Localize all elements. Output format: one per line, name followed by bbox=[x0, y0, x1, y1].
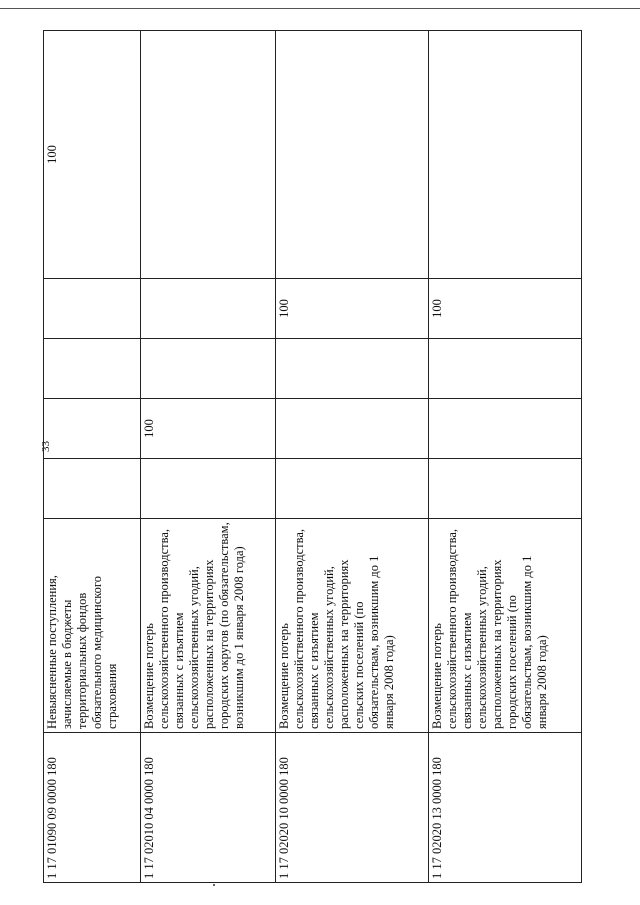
value-cell bbox=[275, 459, 428, 519]
table-row bbox=[44, 31, 141, 883]
revenue-code-cell: 1 17 02020 13 0000 180 bbox=[428, 733, 581, 883]
value-cell bbox=[275, 339, 428, 399]
revenue-codes-table bbox=[43, 30, 582, 883]
table-row bbox=[428, 31, 581, 883]
revenue-code-cell: 1 17 02020 10 0000 180 bbox=[275, 733, 428, 883]
value-cell bbox=[141, 31, 276, 279]
value-cell: 100 bbox=[141, 399, 276, 459]
description-cell: Возмещение потерь сельскохозяйственного производства, связанных с изъятием сельскохозяйственных угодий, расположенных на территориях городских поселений (по обязательствам, возникшим до 1 января 2008 года) bbox=[428, 519, 581, 733]
revenue-code-cell: 1 17 01090 09 0000 180 bbox=[44, 733, 141, 883]
value-cell: 100 bbox=[44, 31, 141, 279]
value-cell bbox=[44, 459, 141, 519]
table-row bbox=[141, 31, 276, 883]
rotated-table-container bbox=[43, 31, 582, 883]
value-cell bbox=[44, 279, 141, 339]
top-rule bbox=[0, 8, 640, 9]
value-cell: 100 bbox=[428, 279, 581, 339]
value-cell bbox=[141, 339, 276, 399]
value-cell bbox=[428, 339, 581, 399]
value-cell bbox=[428, 31, 581, 279]
description-cell: Возмещение потерь сельскохозяйственного производства, связанных с изъятием сельскохозяйственных угодий, расположенных на территориях сельских поселений (по обязательствам, возникшим до 1 января 2008 года) bbox=[275, 519, 428, 733]
description-cell: Невыясненные поступления, зачисляемые в бюджеты территориальных фондов обязательного медицинского страхования bbox=[44, 519, 141, 733]
value-cell bbox=[275, 31, 428, 279]
value-cell bbox=[428, 399, 581, 459]
value-cell bbox=[44, 399, 141, 459]
value-cell bbox=[275, 399, 428, 459]
value-cell bbox=[44, 339, 141, 399]
scan-speck bbox=[213, 884, 215, 886]
value-cell: 100 bbox=[275, 279, 428, 339]
table-row bbox=[275, 31, 428, 883]
description-cell: Возмещение потерь сельскохозяйственного производства, связанных с изъятием сельскохозяйственных угодий, расположенных на территориях городских округов (по обязательствам, возникшим до 1 января 2008 года) bbox=[141, 519, 276, 733]
value-cell bbox=[141, 279, 276, 339]
value-cell bbox=[141, 459, 276, 519]
revenue-code-cell: 1 17 02010 04 0000 180 bbox=[141, 733, 276, 883]
page-number: 33 bbox=[40, 441, 52, 452]
value-cell bbox=[428, 459, 581, 519]
